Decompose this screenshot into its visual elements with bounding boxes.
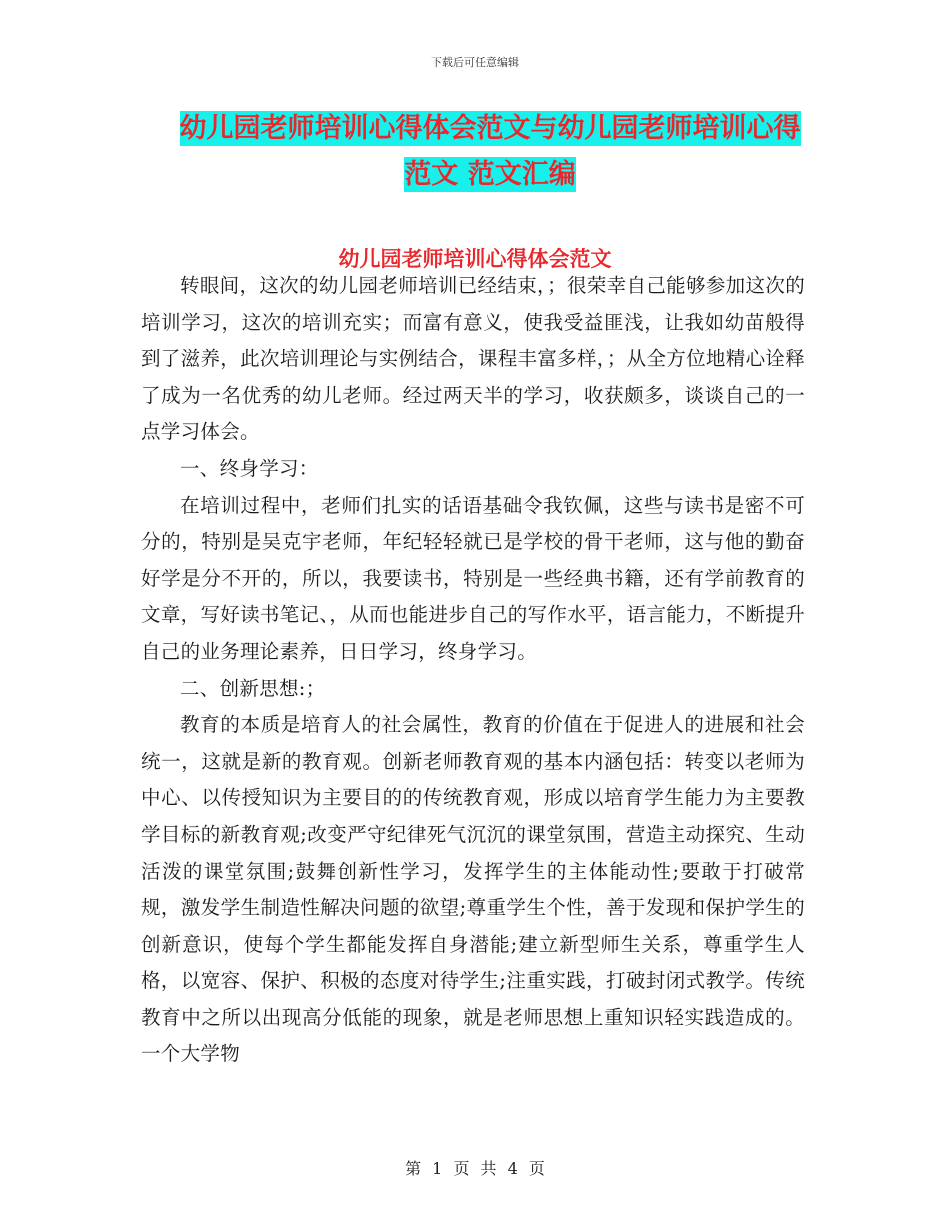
body-text <box>141 268 805 1073</box>
paragraph-innovative-thinking: 教育的本质是培育人的社会属性，教育的价值在于促进人的进展和社会统一，这就是新的教育观。创新老师教育观的基本内涵包括：转变以老师为中心、以传授知识为主要目的的传统教育观，形成以培育学生能力为主要教学目标的新教育观;改变严守纪律死气沉沉的课堂氛围，营造主动探究、生动活泼的课堂氛围;鼓舞创新性学习，发挥学生的主体能动性;要敢于打破常规，激发学生制造性解决问题的欲望;尊重学生个性，善于发现和保护学生的创新意识，使每个学生都能发挥自身潜能;建立新型师生关系，尊重学生人格，以宽容、保护、积极的态度对待学生;注重实践，打破封闭式教学。传统教育中之所以出现高分低能的现象，就是老师思想上重知识轻实践造成的。一个大学物 <box>141 713 805 1066</box>
section-title: 幼儿园老师培训心得体会范文 <box>338 247 612 271</box>
document-title <box>150 106 830 198</box>
paragraph-intro: 转眼间，这次的幼儿园老师培训已经结束，；很荣幸自己能够参加这次的培训学习，这次的培训充实；而富有意义，使我受益匪浅，让我如幼苗般得到了滋养，此次培训理论与实例结合，课程丰富多样，；从全方位地精心诠释了成为一名优秀的幼儿老师。经过两天半的学习，收获颇多，谈谈自己的一点学习体会。 <box>141 274 805 444</box>
paragraph-lifelong-learning: 在培训过程中，老师们扎实的话语基础令我钦佩，这些与读书是密不可分的，特别是吴克宇老师，年纪轻轻就已是学校的骨干老师，这与他的勤奋好学是分不开的，所以，我要读书，特别是一些经典书籍，还有学前教育的文章，写好读书笔记、，从而也能进步自己的写作水平，语言能力，不断提升自己的业务理论素养，日日学习，终身学习。 <box>141 493 805 663</box>
header-note: 下载后可任意编辑 <box>431 56 519 69</box>
heading-lifelong-learning: 一、终身学习： <box>180 456 319 480</box>
document-title-line-1: 幼儿园老师培训心得体会范文与幼儿园老师培训心得 <box>179 113 801 144</box>
heading-innovative-thinking: 二、创新思想:； <box>180 676 326 700</box>
document-title-line-2: 范文 范文汇编 <box>404 159 576 190</box>
page-footer: 第 1 页 共 4 页 <box>405 1159 545 1178</box>
